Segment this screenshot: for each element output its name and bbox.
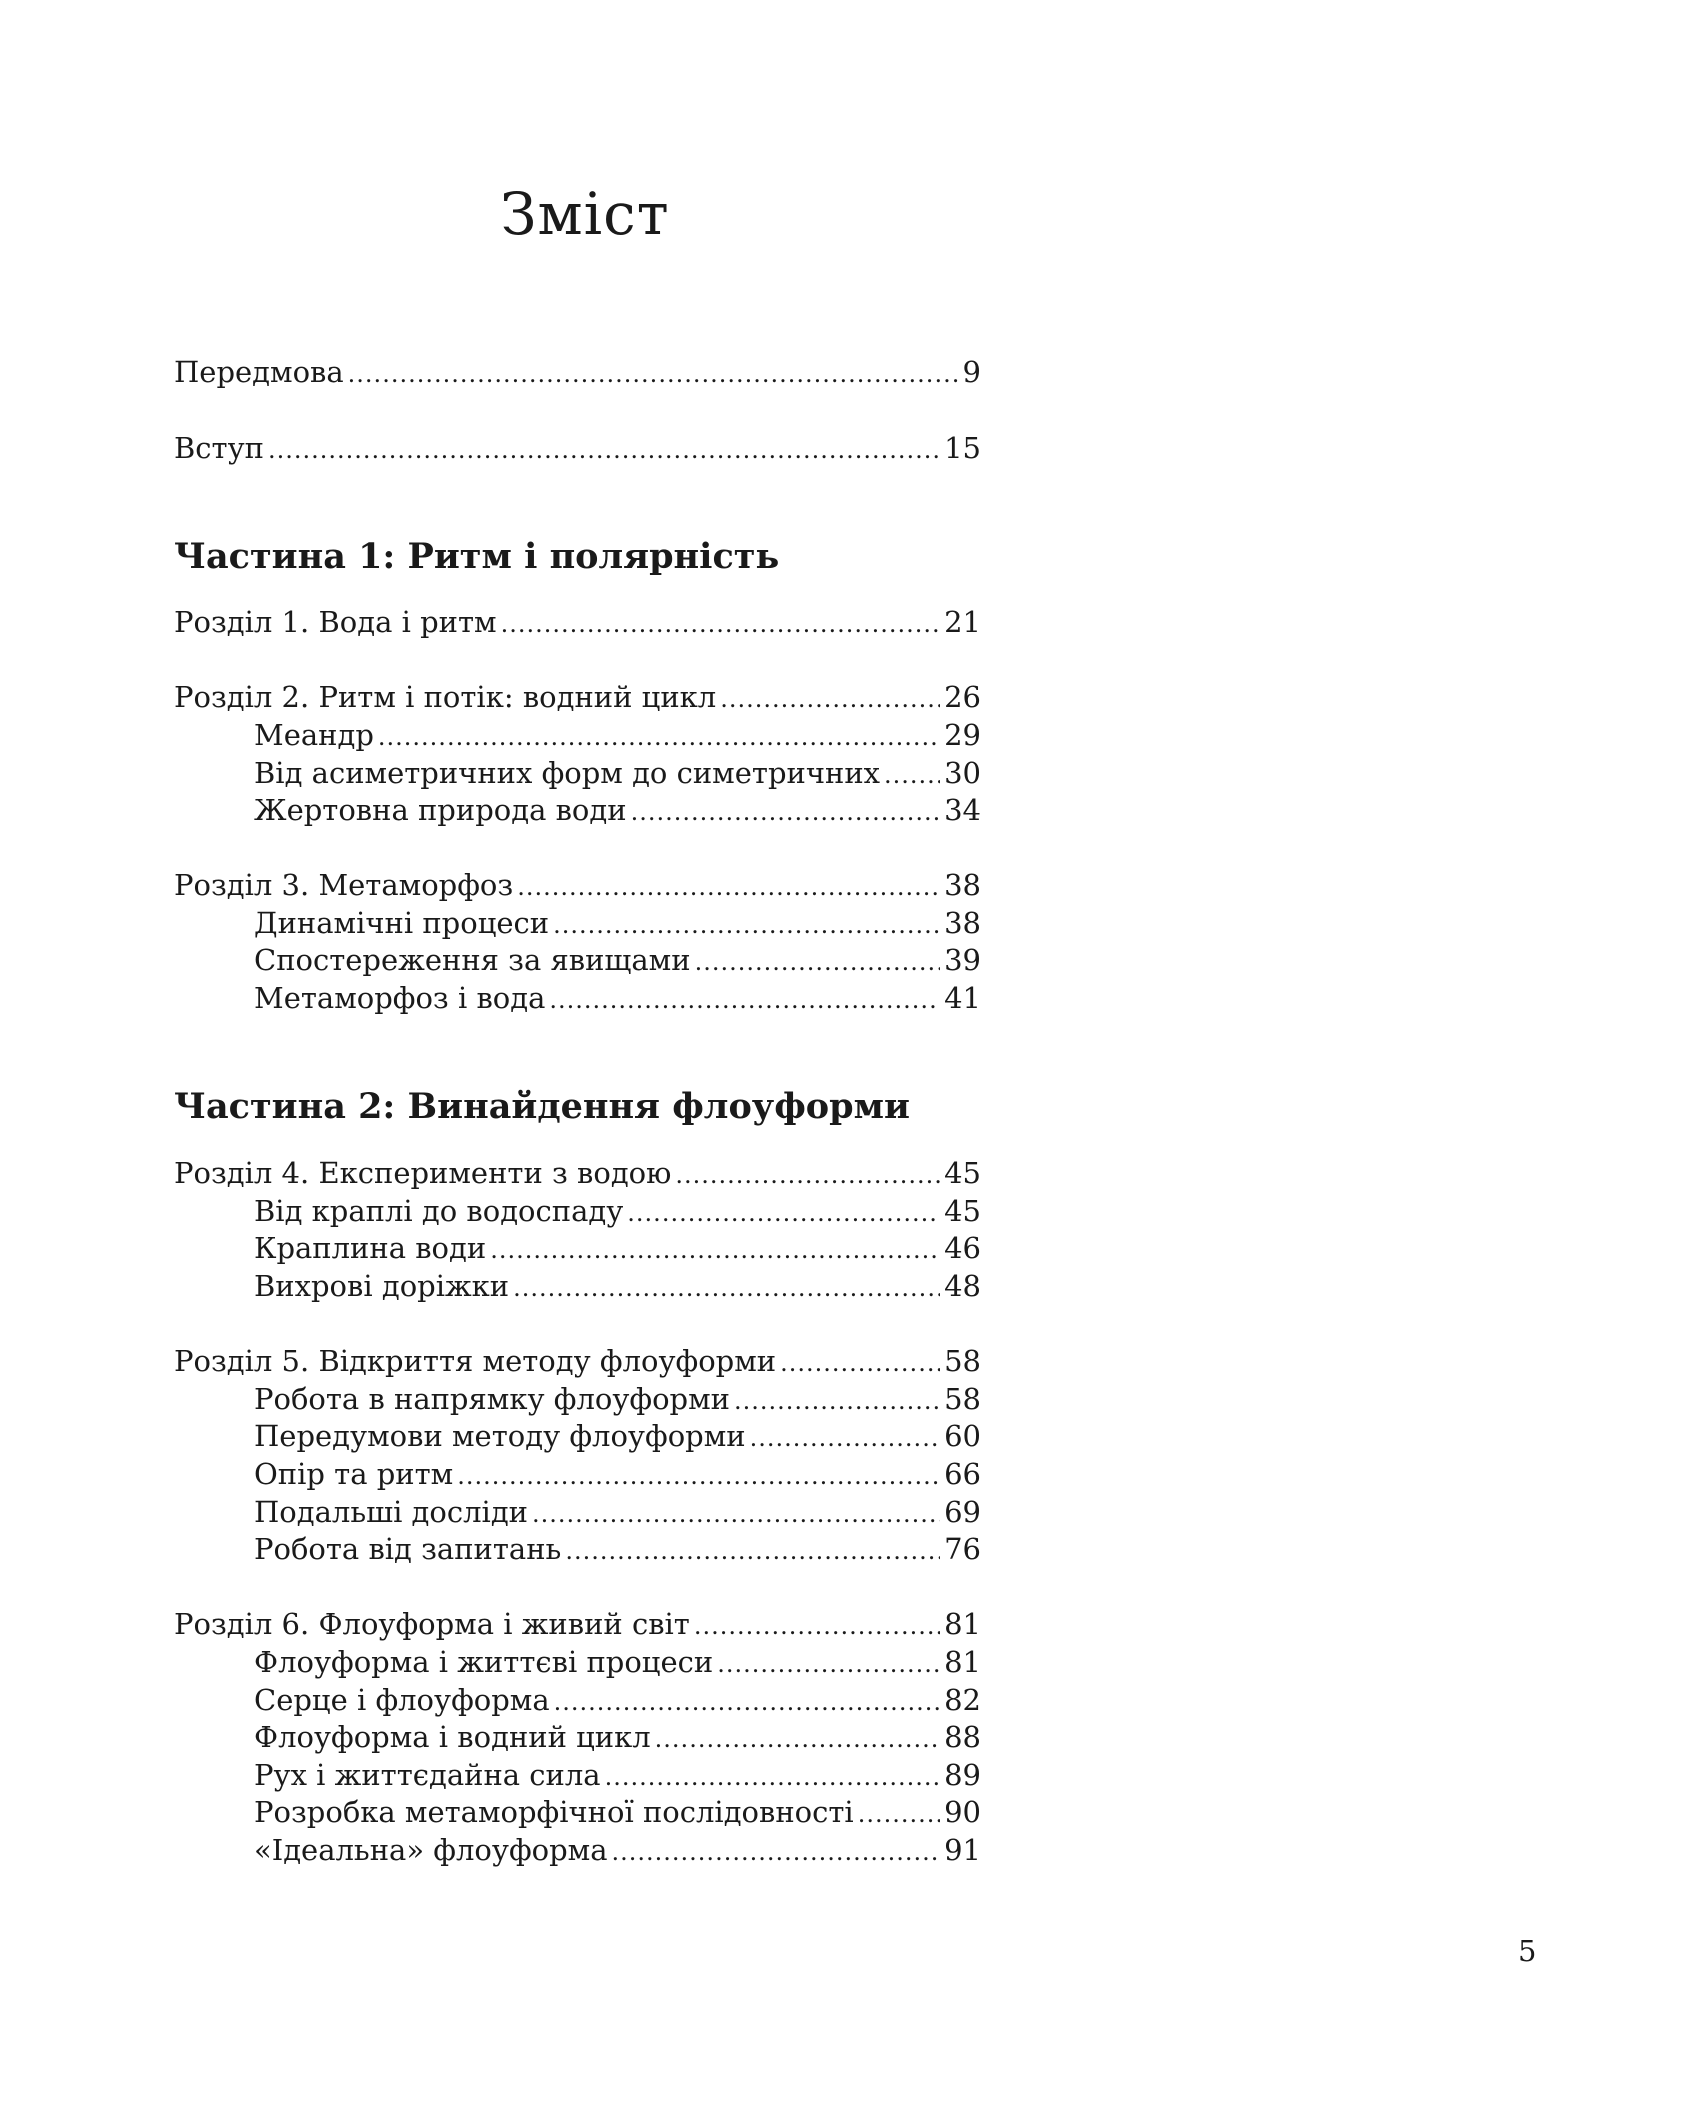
dot-leader [734, 1383, 940, 1419]
dot-leader [501, 606, 941, 642]
toc-entry-label: Вихрові доріжки [254, 1269, 510, 1303]
toc-section-entry[interactable] [254, 1644, 981, 1682]
toc-section-entry[interactable] [254, 1794, 981, 1832]
toc-entry-label: Розділ 2. Ритм і потік: водний цикл [174, 680, 717, 714]
toc-page-number: 21 [944, 605, 981, 639]
dot-leader [884, 757, 940, 793]
toc-chapter-entry[interactable] [174, 604, 981, 642]
toc-entry-label: Подальші досліди [254, 1495, 528, 1529]
page-title: Зміст [500, 180, 670, 248]
toc-page-number: 41 [944, 981, 981, 1015]
toc-entry-label: Розділ 1. Вода і ритм [174, 605, 497, 639]
dot-leader [858, 1796, 940, 1832]
toc-entry-label: Флоуформа і життєві процеси [254, 1645, 714, 1679]
toc-entry-label: Від асиметричних форм до симетричних [254, 756, 881, 790]
toc-section-entry[interactable] [254, 1719, 981, 1757]
toc-page-number: 46 [944, 1231, 981, 1265]
toc-entry-label: Серце і флоуформа [254, 1683, 550, 1717]
dot-leader [565, 1533, 940, 1569]
toc-page-number: 45 [944, 1194, 981, 1228]
toc-section-entry[interactable] [254, 1456, 981, 1494]
toc-page-number: 38 [944, 868, 981, 902]
toc-section-entry[interactable] [254, 1832, 981, 1870]
toc-chapter-entry[interactable] [174, 867, 981, 905]
toc-section-entry[interactable] [254, 1381, 981, 1419]
toc-entry-label: Динамічні процеси [254, 906, 550, 940]
toc-entry-label: Передмова [174, 355, 344, 389]
toc-entry-label: Розділ 3. Метаморфоз [174, 868, 514, 902]
toc-page-number: 69 [944, 1495, 981, 1529]
toc-chapter-entry[interactable] [174, 1606, 981, 1644]
toc-entry-label: Вступ [174, 431, 264, 465]
toc-entry-label: Передумови методу флоуформи [254, 1419, 746, 1453]
toc-page-number: 58 [944, 1344, 981, 1378]
dot-leader [490, 1232, 940, 1268]
toc-chapter-entry[interactable] [174, 1343, 981, 1381]
toc-section-entry[interactable] [254, 1418, 981, 1456]
toc-page-number: 90 [944, 1795, 981, 1829]
toc-page-number: 38 [944, 906, 981, 940]
toc-entry-label: Рух і життєдайна сила [254, 1758, 601, 1792]
toc-entry-label: Розділ 6. Флоуформа і живий світ [174, 1607, 690, 1641]
dot-leader [717, 1646, 940, 1682]
toc-page-number: 82 [944, 1683, 981, 1717]
dot-leader [348, 356, 959, 392]
toc-entry-label: «Ідеальна» флоуформа [254, 1833, 608, 1867]
dot-leader [780, 1345, 940, 1381]
toc-page-number: 60 [944, 1419, 981, 1453]
toc-chapter-entry[interactable] [174, 1155, 981, 1193]
toc-entry-label: Від краплі до водоспаду [254, 1194, 624, 1228]
toc-section-entry[interactable] [254, 717, 981, 755]
toc-section-entry[interactable] [254, 1230, 981, 1268]
toc-page-number: 89 [944, 1758, 981, 1792]
toc-page-number: 88 [944, 1720, 981, 1754]
dot-leader [750, 1420, 940, 1456]
toc-section-entry[interactable] [254, 1268, 981, 1306]
toc-section-entry[interactable] [254, 1494, 981, 1532]
toc-entry-label: Метаморфоз і вода [254, 981, 546, 1015]
toc-entry-label: Розробка метаморфічної послідовності [254, 1795, 854, 1829]
toc-entry-label: Краплина води [254, 1231, 487, 1265]
toc-section-entry[interactable] [254, 755, 981, 793]
dot-leader [675, 1157, 940, 1193]
part-title: Частина 2: Винайдення флоуформи [174, 1086, 910, 1127]
toc-page-number: 29 [944, 718, 981, 752]
toc-section-entry[interactable] [254, 1682, 981, 1720]
toc-page-number: 39 [944, 943, 981, 977]
part-title: Частина 1: Ритм і полярність [174, 536, 780, 577]
dot-leader [513, 1270, 940, 1306]
dot-leader [720, 681, 940, 717]
toc-section-entry[interactable] [254, 980, 981, 1018]
toc-page-number: 91 [944, 1833, 981, 1867]
toc-entry-introduction[interactable] [174, 430, 981, 468]
toc-entry-label: Робота в напрямку флоуформи [254, 1382, 731, 1416]
toc-entry-label: Розділ 5. Відкриття методу флоуформи [174, 1344, 777, 1378]
toc-section-entry[interactable] [254, 1757, 981, 1795]
dot-leader [627, 1195, 940, 1231]
toc-entry-label: Меандр [254, 718, 374, 752]
toc-section-entry[interactable] [254, 1193, 981, 1231]
toc-entry-label: Розділ 4. Експерименти з водою [174, 1156, 672, 1190]
dot-leader [549, 982, 940, 1018]
toc-section-entry[interactable] [254, 792, 981, 830]
dot-leader [517, 869, 940, 905]
toc-entry-label: Спостереження за явищами [254, 943, 691, 977]
toc-page-number: 26 [944, 680, 981, 714]
toc-page-number: 81 [944, 1645, 981, 1679]
dot-leader [605, 1759, 941, 1795]
dot-leader [378, 719, 940, 755]
toc-section-entry[interactable] [254, 1531, 981, 1569]
dot-leader [457, 1458, 940, 1494]
toc-section-entry[interactable] [254, 942, 981, 980]
toc-page-number: 66 [944, 1457, 981, 1491]
dot-leader [631, 794, 941, 830]
toc-section-entry[interactable] [254, 905, 981, 943]
toc-entry-label: Робота від запитань [254, 1532, 562, 1566]
dot-leader [655, 1721, 940, 1757]
toc-entry-label: Жертовна природа води [254, 793, 627, 827]
dot-leader [268, 432, 940, 468]
toc-page-number: 76 [944, 1532, 981, 1566]
toc-page-number: 15 [944, 431, 981, 465]
toc-page-number: 30 [944, 756, 981, 790]
toc-page-number: 34 [944, 793, 981, 827]
dot-leader [532, 1496, 940, 1532]
page-number: 5 [1518, 1934, 1537, 1968]
toc-entry-label: Флоуформа і водний цикл [254, 1720, 651, 1754]
dot-leader [554, 1684, 940, 1720]
dot-leader [695, 944, 941, 980]
toc-page-number: 58 [944, 1382, 981, 1416]
toc-page-number: 45 [944, 1156, 981, 1190]
dot-leader [694, 1608, 940, 1644]
toc-entry-label: Опір та ритм [254, 1457, 454, 1491]
toc-page-number: 48 [944, 1269, 981, 1303]
dot-leader [612, 1834, 941, 1870]
dot-leader [553, 907, 940, 943]
toc-entry-foreword[interactable] [174, 354, 981, 392]
toc-page-number: 81 [944, 1607, 981, 1641]
toc-page-number: 9 [962, 355, 981, 389]
toc-chapter-entry[interactable] [174, 679, 981, 717]
